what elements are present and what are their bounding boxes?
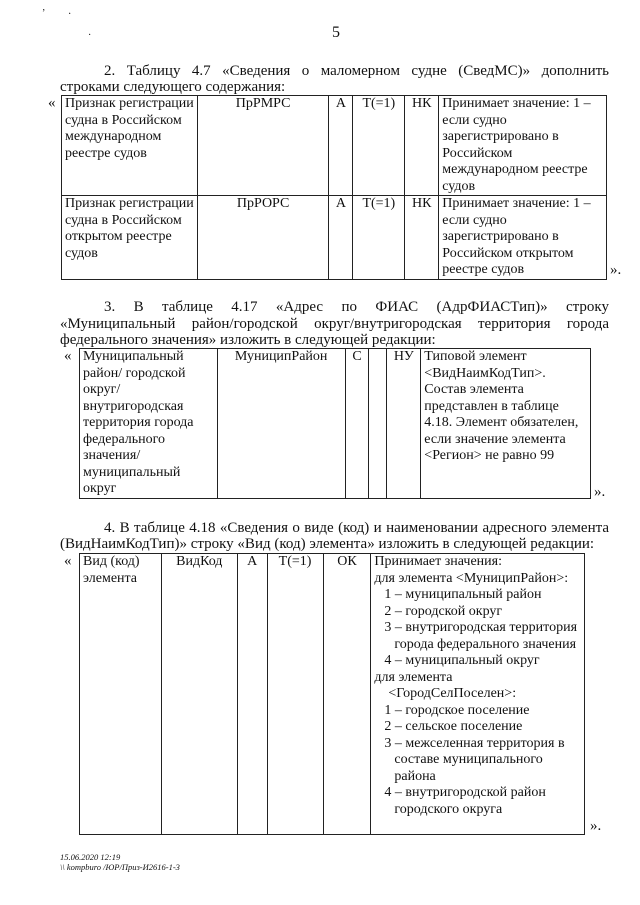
cell-type: А xyxy=(237,554,267,835)
section3-text-line1: 3. В таблице 4.17 «Адрес по ФИАС (АдрФИАСТип)» строку xyxy=(104,299,609,315)
close-quote: ». xyxy=(594,484,606,500)
section3-text-line3: федерального значения» изложить в следующей редакции: xyxy=(60,332,436,348)
group2-title-b: <ГородСелПоселен>: xyxy=(388,686,517,701)
cell-required: НК xyxy=(405,96,439,196)
table-row xyxy=(62,96,607,196)
list-item: 4 – муниципальный округ xyxy=(384,653,540,668)
footer-date: 15.06.2020 12:19 xyxy=(60,852,121,862)
desc-intro: Принимает значения: xyxy=(374,554,502,569)
table-row xyxy=(62,196,607,280)
table-row xyxy=(80,349,591,499)
section4-text-line1: 4. В таблице 4.18 «Сведения о виде (код) и наименовании адресного элемента xyxy=(104,520,609,536)
scan-mark: ․ xyxy=(68,6,72,17)
cell-format: Т(=1) xyxy=(353,196,405,280)
cell-name: Признак регистрации судна в Российском международном реестре судов xyxy=(62,96,198,196)
cell-type: А xyxy=(329,96,353,196)
list-item: 4 – внутригородской район городского округа xyxy=(384,785,546,817)
cell-type: С xyxy=(345,349,369,499)
list-item: 3 – межселенная территория в составе муниципального района xyxy=(384,735,565,784)
cell-format: Т(=1) xyxy=(267,554,323,835)
scan-mark: ’ xyxy=(42,8,46,19)
table-4-17-row xyxy=(79,348,591,499)
list-item: 2 – городской округ xyxy=(384,603,503,619)
cell-name: Вид (код) элемента xyxy=(80,554,162,835)
cell-desc: Типовой элемент <ВидНаимКодТип>. Состав элемента представлен в таблице 4.18. Элемент обязателен, если значение элемента <Регион> не равно 99 xyxy=(421,349,591,499)
section3-text-line2: «Муниципальный район/городской округ/внутригородская территория города xyxy=(60,316,609,332)
list-item: 3 – внутригородская территория города федерального значения xyxy=(384,620,578,652)
section4-text-line2: (ВидНаимКодТип)» строку «Вид (код) элемента» изложить в следующей редакции: xyxy=(60,536,595,552)
page-number: 5 xyxy=(332,24,340,41)
section2-text-line1: 2. Таблицу 4.7 «Сведения о маломерном судне (СведМС)» дополнить xyxy=(104,63,609,79)
group2-title-a: для элемента xyxy=(374,669,453,685)
cell-required: НК xyxy=(405,196,439,280)
list-item: 1 – городское поселение xyxy=(384,702,530,718)
cell-desc: Принимает значение: 1 – если судно зарегистрировано в Российском открытом реестре судов xyxy=(439,196,607,280)
scan-mark: · xyxy=(88,30,92,41)
cell-code: МуниципРайон xyxy=(217,349,345,499)
table-row xyxy=(80,554,585,835)
open-quote: « xyxy=(64,553,72,569)
cell-code: ВидКод xyxy=(161,554,237,835)
cell-required: ОК xyxy=(323,554,371,835)
group1-list xyxy=(374,587,581,670)
cell-name: Признак регистрации судна в Российском открытом реестре судов xyxy=(62,196,198,280)
footer-path: \\ kompburo /ЮР/Приз-И2616-1-3 xyxy=(60,862,180,872)
list-item: 1 – муниципальный район xyxy=(384,587,542,602)
table-4-7-rows xyxy=(61,95,607,280)
cell-desc xyxy=(371,554,585,835)
table-4-18-row xyxy=(79,553,585,835)
group2-list xyxy=(374,703,581,819)
open-quote: « xyxy=(48,95,56,111)
group1-title: для элемента <МуниципРайон>: xyxy=(374,570,569,586)
cell-format: Т(=1) xyxy=(353,96,405,196)
close-quote: ». xyxy=(610,262,622,278)
cell-required: НУ xyxy=(387,349,421,499)
cell-code: ПрРОРС xyxy=(197,196,329,280)
section2-text-line2: строками следующего содержания: xyxy=(60,79,286,95)
cell-code: ПрРМРС xyxy=(197,96,329,196)
close-quote: ». xyxy=(590,818,602,834)
cell-name: Муниципальный район/ городской округ/ внутригородская территория города федерального значения/ муниципальный округ xyxy=(80,349,218,499)
open-quote: « xyxy=(64,348,72,364)
cell-format xyxy=(369,349,387,499)
list-item: 2 – сельское поселение xyxy=(384,719,523,734)
cell-desc: Принимает значение: 1 – если судно зарегистрировано в Российском международном реестре судов xyxy=(439,96,607,196)
cell-type: А xyxy=(329,196,353,280)
